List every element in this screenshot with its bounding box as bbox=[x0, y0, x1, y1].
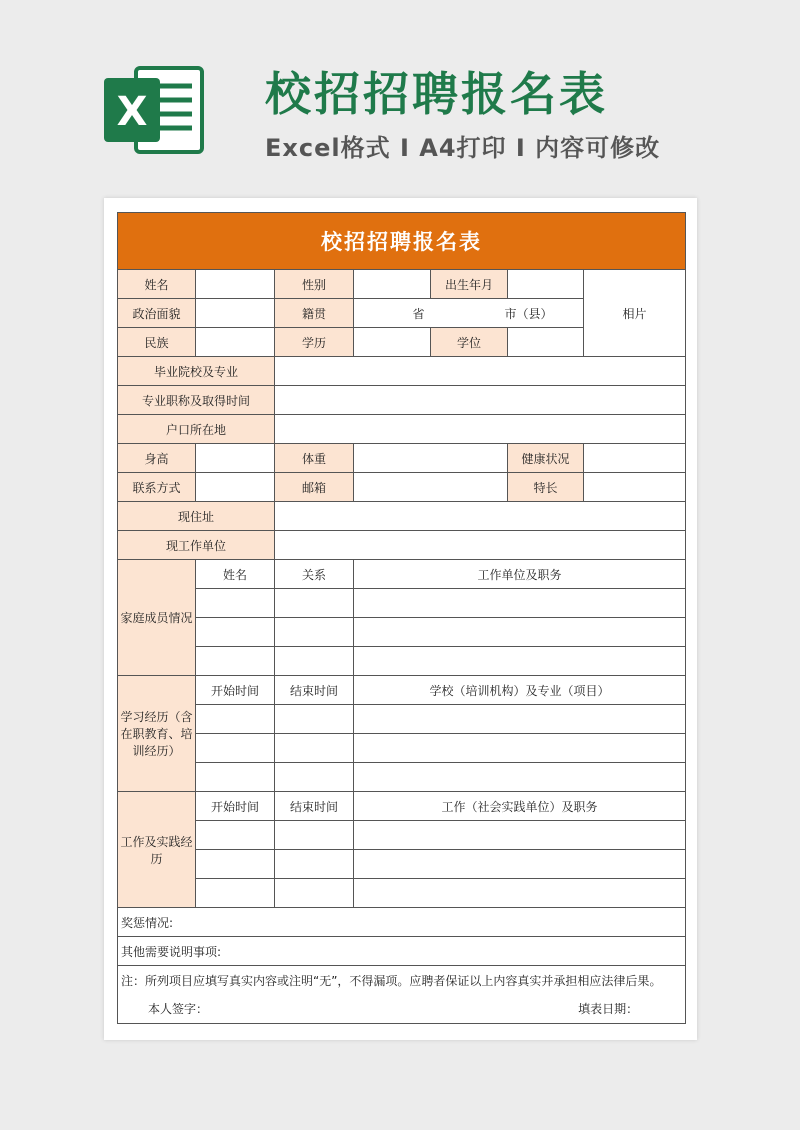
study-end-cell[interactable] bbox=[275, 734, 354, 763]
specialty-label: 特长 bbox=[508, 473, 584, 502]
family-name-cell[interactable] bbox=[196, 589, 275, 618]
work-col-end: 结束时间 bbox=[275, 792, 354, 821]
school-major-label: 毕业院校及专业 bbox=[118, 357, 275, 386]
date-label[interactable]: 填表日期： bbox=[578, 1002, 639, 1017]
study-start-cell[interactable] bbox=[196, 705, 275, 734]
address-field[interactable] bbox=[275, 502, 686, 531]
page-subtitle: Excel格式 I A4打印 I 内容可修改 bbox=[265, 134, 661, 162]
signature-label[interactable]: 本人签字： bbox=[148, 1002, 209, 1017]
native-label: 籍贯 bbox=[275, 299, 354, 328]
family-relation-cell[interactable] bbox=[275, 647, 354, 676]
degree-field[interactable] bbox=[508, 328, 584, 357]
address-label: 现住址 bbox=[118, 502, 275, 531]
employer-label: 现工作单位 bbox=[118, 531, 275, 560]
form-title: 校招招聘报名表 bbox=[118, 213, 686, 270]
application-form bbox=[117, 212, 686, 1024]
work-start-cell[interactable] bbox=[196, 879, 275, 908]
page-header bbox=[0, 0, 800, 190]
family-col-job: 工作单位及职务 bbox=[354, 560, 686, 589]
family-job-cell[interactable] bbox=[354, 647, 686, 676]
ethnic-field[interactable] bbox=[196, 328, 275, 357]
education-field[interactable] bbox=[354, 328, 431, 357]
school-major-field[interactable] bbox=[275, 357, 686, 386]
height-field[interactable] bbox=[196, 444, 275, 473]
family-relation-cell[interactable] bbox=[275, 589, 354, 618]
table-row bbox=[118, 705, 686, 734]
study-detail-cell[interactable] bbox=[354, 734, 686, 763]
disclaimer-note: 注：所列项目应填写真实内容或注明“无”，不得漏项。应聘者保证以上内容真实并承担相应法律后果。 bbox=[118, 966, 686, 995]
province-label: 省 bbox=[412, 306, 425, 321]
political-label: 政治面貌 bbox=[118, 299, 196, 328]
hukou-label: 户口所在地 bbox=[118, 415, 275, 444]
work-start-cell[interactable] bbox=[196, 850, 275, 879]
health-field[interactable] bbox=[584, 444, 686, 473]
title-time-field[interactable] bbox=[275, 386, 686, 415]
gender-field[interactable] bbox=[354, 270, 431, 299]
specialty-field[interactable] bbox=[584, 473, 686, 502]
table-row bbox=[118, 821, 686, 850]
work-detail-cell[interactable] bbox=[354, 821, 686, 850]
health-label: 健康状况 bbox=[508, 444, 584, 473]
work-col-start: 开始时间 bbox=[196, 792, 275, 821]
employer-field[interactable] bbox=[275, 531, 686, 560]
table-row bbox=[118, 850, 686, 879]
table-row bbox=[118, 734, 686, 763]
work-start-cell[interactable] bbox=[196, 821, 275, 850]
table-row bbox=[118, 763, 686, 792]
work-end-cell[interactable] bbox=[275, 879, 354, 908]
signature-row bbox=[118, 995, 686, 1024]
family-col-name: 姓名 bbox=[196, 560, 275, 589]
political-field[interactable] bbox=[196, 299, 275, 328]
table-row bbox=[118, 618, 686, 647]
weight-field[interactable] bbox=[354, 444, 508, 473]
study-start-cell[interactable] bbox=[196, 763, 275, 792]
education-label: 学历 bbox=[275, 328, 354, 357]
table-row bbox=[118, 647, 686, 676]
work-section-label: 工作及实践经历 bbox=[118, 792, 196, 908]
weight-label: 体重 bbox=[275, 444, 354, 473]
study-end-cell[interactable] bbox=[275, 763, 354, 792]
study-detail-cell[interactable] bbox=[354, 705, 686, 734]
hukou-field[interactable] bbox=[275, 415, 686, 444]
city-label: 市（县） bbox=[504, 306, 553, 321]
study-col-detail: 学校（培训机构）及专业（项目） bbox=[354, 676, 686, 705]
study-col-start: 开始时间 bbox=[196, 676, 275, 705]
work-detail-cell[interactable] bbox=[354, 850, 686, 879]
family-section-label: 家庭成员情况 bbox=[118, 560, 196, 676]
contact-field[interactable] bbox=[196, 473, 275, 502]
family-name-cell[interactable] bbox=[196, 618, 275, 647]
birth-field[interactable] bbox=[508, 270, 584, 299]
birth-label: 出生年月 bbox=[431, 270, 508, 299]
study-start-cell[interactable] bbox=[196, 734, 275, 763]
study-section-label: 学习经历（含在职教育、培训经历） bbox=[118, 676, 196, 792]
gender-label: 性别 bbox=[275, 270, 354, 299]
family-job-cell[interactable] bbox=[354, 618, 686, 647]
ethnic-label: 民族 bbox=[118, 328, 196, 357]
table-row bbox=[118, 589, 686, 618]
height-label: 身高 bbox=[118, 444, 196, 473]
page-title: 校招招聘报名表 bbox=[265, 67, 608, 121]
contact-label: 联系方式 bbox=[118, 473, 196, 502]
work-end-cell[interactable] bbox=[275, 821, 354, 850]
rewards-row[interactable]: 奖惩情况: bbox=[118, 908, 686, 937]
table-row bbox=[118, 879, 686, 908]
photo-box[interactable]: 相片 bbox=[584, 270, 686, 357]
family-col-relation: 关系 bbox=[275, 560, 354, 589]
logo-letter: X bbox=[116, 89, 148, 135]
name-field[interactable] bbox=[196, 270, 275, 299]
work-detail-cell[interactable] bbox=[354, 879, 686, 908]
excel-logo-icon bbox=[102, 62, 206, 158]
family-relation-cell[interactable] bbox=[275, 618, 354, 647]
work-end-cell[interactable] bbox=[275, 850, 354, 879]
study-end-cell[interactable] bbox=[275, 705, 354, 734]
native-field[interactable] bbox=[354, 299, 584, 328]
work-col-detail: 工作（社会实践单位）及职务 bbox=[354, 792, 686, 821]
family-name-cell[interactable] bbox=[196, 647, 275, 676]
email-field[interactable] bbox=[354, 473, 508, 502]
other-notes-row[interactable]: 其他需要说明事项: bbox=[118, 937, 686, 966]
study-detail-cell[interactable] bbox=[354, 763, 686, 792]
title-time-label: 专业职称及取得时间 bbox=[118, 386, 275, 415]
family-job-cell[interactable] bbox=[354, 589, 686, 618]
email-label: 邮箱 bbox=[275, 473, 354, 502]
study-col-end: 结束时间 bbox=[275, 676, 354, 705]
degree-label: 学位 bbox=[431, 328, 508, 357]
name-label: 姓名 bbox=[118, 270, 196, 299]
